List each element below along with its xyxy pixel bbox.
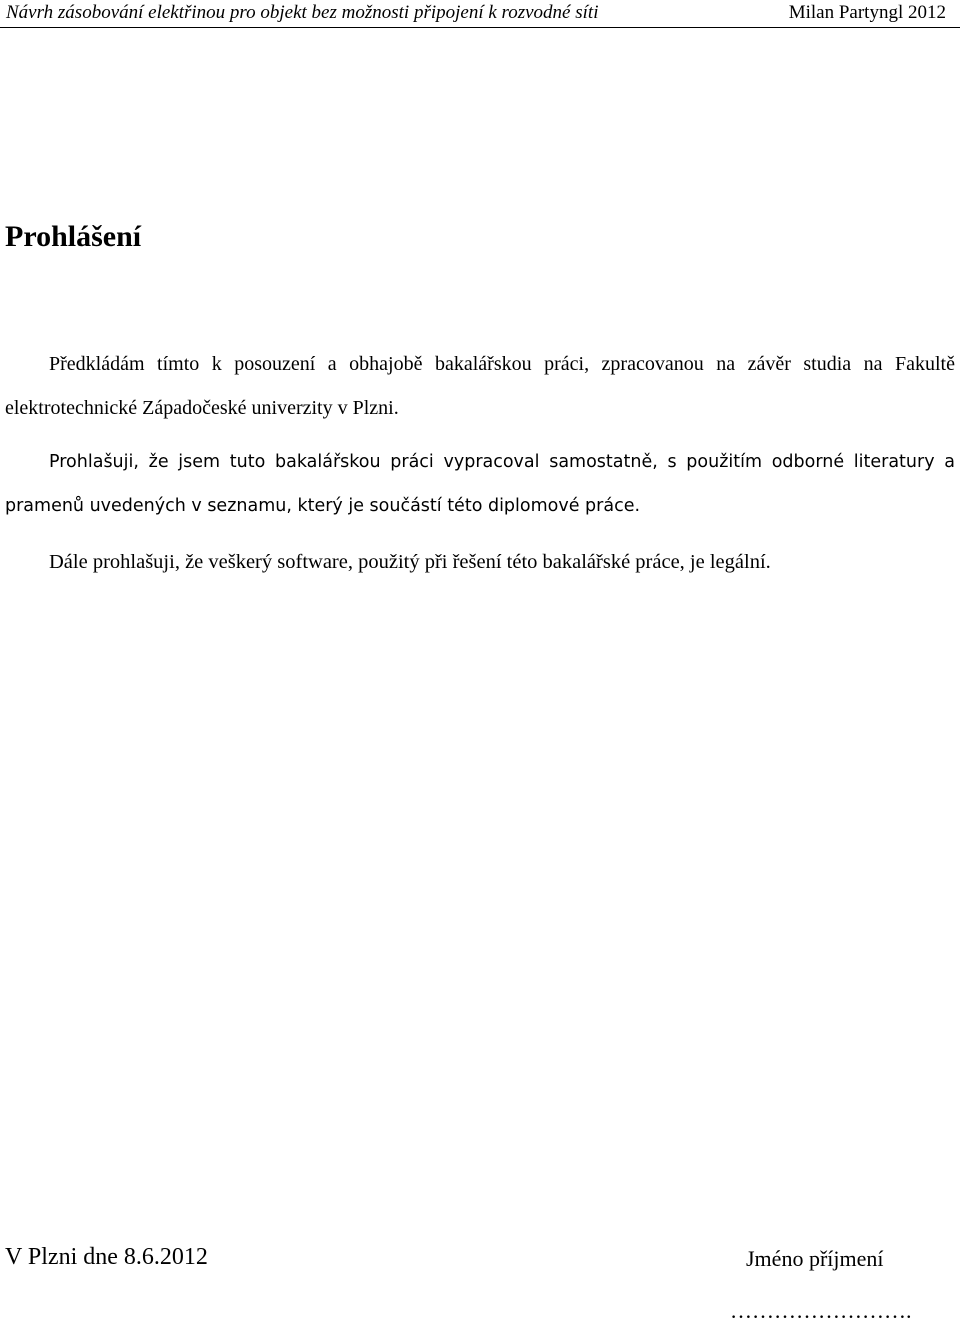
signature-line: ……………………. [730,1298,912,1323]
paragraph-declaration: Prohlašuji, že jsem tuto bakalářskou práci vypracoval samostatně, s použitím odborné literatury a pramenů uvedených v seznamu, který je součástí této diplomové práce. [5,452,955,516]
running-header [0,0,960,28]
header-author-year: Milan Partyngl 2012 [788,2,946,23]
place-and-date: V Plzni dne 8.6.2012 [5,1244,208,1270]
page-title: Prohlášení [5,220,142,253]
signer-name: Jméno příjmení [746,1246,884,1271]
header-title: Návrh zásobování elektřinou pro objekt bez možnosti připojení k rozvodné síti [6,2,599,23]
paragraph-software: Dále prohlašuji, že veškerý software, použitý při řešení této bakalářské práce, je legální. [49,551,771,573]
paragraph-submission: Předkládám tímto k posouzení a obhajobě bakalářskou práci, zpracovanou na závěr studia na Fakultě elektrotechnické Západočeské univerzity v Plzni. [5,353,955,419]
